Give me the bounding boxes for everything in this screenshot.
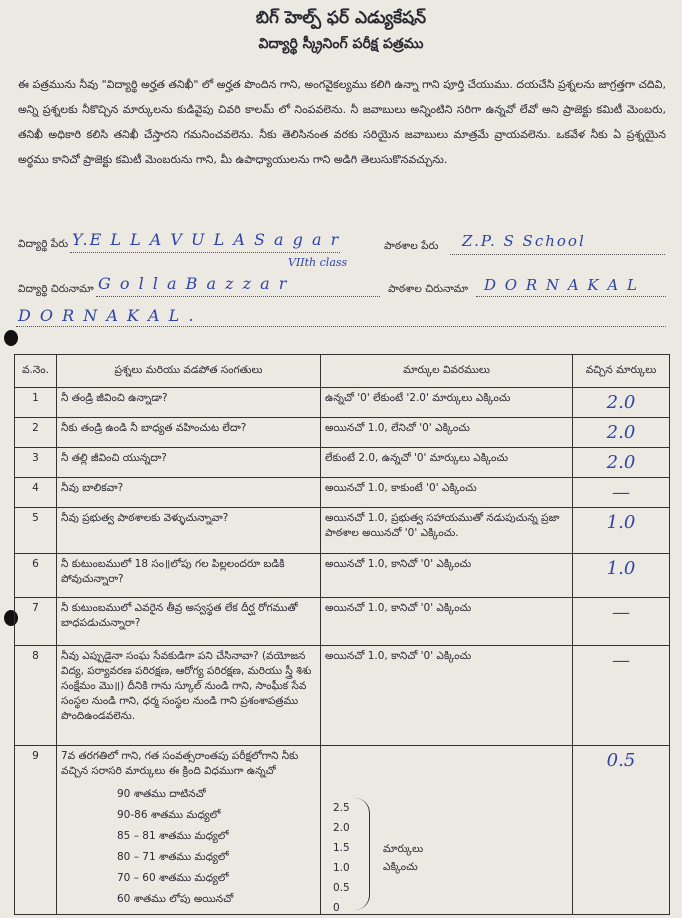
row-marks-rule: అయినచో 1.0, కానిచో '0' ఎక్కించు [321,554,573,598]
form-title: బిగ్ హెల్ప్ ఫర్ ఎడ్యుకేషన్ [255,8,427,28]
table-row [15,508,670,554]
school-name-value: Z.P. S School [462,232,586,250]
school-address-value: D O R N A K A L [484,276,639,294]
header-serial: వ.నెం. [15,355,57,388]
list-item: 90-86 శాతము మధ్యలో [117,809,221,821]
header-marks-details: మార్కుల వివరములు [321,355,573,388]
table-row [15,598,670,646]
school-address-label: పాఠశాల చిరునామా [388,283,469,295]
list-item: 90 శాతము దాటినచో [117,788,206,800]
row-number: 4 [15,478,57,508]
row-question: నీవు ఎప్పుడైనా సంఘ సేవకుడిగా పని చేసినావా? (వయోజన విద్య, పర్యావరణ పరిరక్షణ, ఆరోగ్య పరిరక్షణ, మరియు స్త్రీ శిశు సంక్షేమం మొ॥) దీనికి గాను స్కూల్ నుండి గాని, సాంఘీక సేవ సంస్థల నుండి గాని, ధర్మ సంస్థల నుండి గాని ప్రశంశాపత్రము పొందిఉండవలెను. [57,646,321,746]
school-address-line [476,296,666,297]
row-question [57,746,321,915]
percentage-list [117,784,316,910]
scale-label-line-1: మార్కులు [383,843,424,855]
form-subtitle: విద్యార్థి స్క్రీనింగ్ పరీక్ష పత్రము [258,36,424,52]
student-name-value: Y.E L L A V U L A S a g a r [72,230,341,249]
row-question: నీ తల్లి జీవించి యున్నదా? [57,448,321,478]
row-marks-rule: అయినచో 1.0, కానిచో '0' ఎక్కించు [321,598,573,646]
row-number: 3 [15,448,57,478]
scale-value: 0 [333,902,340,914]
list-item: 70 – 60 శాతము మధ్యలో [117,872,229,884]
row-question: నీకు తండ్రి ఉండి నీ బాధ్యత వహించుట లేదా? [57,418,321,448]
row-marks-rule [321,746,573,915]
table-header-row [15,355,670,388]
list-item: 60 శాతము లోపు అయినచో [117,893,234,905]
instructions-paragraph: ఈ పత్రమును నీవు "విద్యార్థి అర్హత తనిఖీ" లో అర్హత పొందిన గాని, అంగవైకల్యము కలిగి ఉన్నా గాని పూర్తి చేయుము. దయచేసి ప్రశ్నలను జాగ్రత్తగా చదివి, అన్ని ప్రశ్నలకు నీకొచ్చిన మార్కులను కుడివైపు చివరి కాలమ్ లో నింపవలెను. నీ జవాబులు అన్నింటిని సరిగా ఉన్నవో లేవో అని ప్రాజెక్టు కమిటీ మెంబరు, తనిఖీ అధికారి కలిసి తనిఖీ చేస్తారని గమనించవలెను. నీకు తెలిసినంత వరకు సరియైన జవాబులు మాత్రమే వ్రాయవలెను. ఒకవేళ నీకు ఏ ప్రశ్నయైన అర్థము కానిచో ప్రాజెక్టు కమిటీ మెంబరును గాని, మీ ఉపాధ్యాయులను గాని అడిగి తెలుసుకొనవచ్చును. [18,78,666,166]
row-number: 6 [15,554,57,598]
table-row [15,478,670,508]
row-number: 7 [15,598,57,646]
row-score: — [573,598,670,646]
row-marks-rule: అయినచో 1.0, కాకుంటే '0' ఎక్కించు [321,478,573,508]
scale-value: 1.0 [333,862,350,874]
row-question: నీ కుటుంబములో ఎవరైన తీవ్ర అస్వస్థత లేక దీర్ఘ రోగముతో బాధపడుచున్నారా? [57,598,321,646]
row-score: 2.0 [573,448,670,478]
address-line-2 [16,326,666,327]
row-score: 1.0 [573,554,670,598]
class-value: VIIth class [288,256,348,269]
row-question: నీవు బాలికవా? [57,478,321,508]
row-question: నీ తండ్రి జీవించి ఉన్నాడా? [57,388,321,418]
student-address-value: G o l l a B a z z a r [98,274,289,293]
address-line [96,296,380,297]
scale-label [383,840,423,876]
scale-value: 2.0 [333,822,350,834]
row-marks-rule: ఉన్నచో '0' లేకుంటే '2.0' మార్కులు ఎక్కించు [321,388,573,418]
row-marks-rule: అయినచో 1.0, కానిచో '0' ఎక్కించు [321,646,573,746]
row-question: నీ కుటుంబములో 18 సం॥లోపు గల పిల్లలందరూ బడికి పోవుచున్నారా? [57,554,321,598]
row-score: 1.0 [573,508,670,554]
row-score: — [573,478,670,508]
scale-value: 1.5 [333,842,350,854]
student-name-label: విద్యార్థి పేరు [18,238,69,250]
table-row [15,746,670,915]
questions-table [14,354,670,915]
row-number: 1 [15,388,57,418]
row-score: 0.5 [573,746,670,915]
student-address-value-2: D O R N A K A L . [18,306,196,325]
table-row [15,388,670,418]
student-address-label: విద్యార్థి చిరునామా [18,283,94,295]
marks-scale [325,750,568,914]
scale-label-line-2: ఎక్కించు [383,861,418,873]
list-item: 80 – 71 శాతము మధ్యలో [117,851,229,863]
row-score: — [573,646,670,746]
row-marks-rule: అయినచో 1.0, ప్రభుత్వ సహాయముతో నడుపుచున్న ప్రజా పాఠశాల అయినచో '0' ఎక్కించు. [321,508,573,554]
scale-value: 2.5 [333,802,350,814]
table-row [15,554,670,598]
name-line [70,252,340,253]
brace-icon [355,798,370,910]
header-question: ప్రశ్నలు మరియు వడపోత సంగతులు [57,355,321,388]
table-row [15,418,670,448]
school-name-label: పాఠశాల పేరు [384,240,439,252]
table-row [15,646,670,746]
row-marks-rule: లేకుంటే 2.0, ఉన్నచో '0' మార్కులు ఎక్కించు [321,448,573,478]
row-score: 2.0 [573,418,670,448]
row-question-text: 7వ తరగతిలో గాని, గత సంవత్సరాంతపు పరీక్షలోగాని నీకు వచ్చిన సరాసరి మార్కులు ఈ క్రింది విధముగా ఉన్నచో [61,750,299,777]
header-marks-obtained: వచ్చిన మార్కులు [573,355,670,388]
punch-hole-top [4,330,18,346]
row-score: 2.0 [573,388,670,418]
row-number: 8 [15,646,57,746]
row-question: నీవు ప్రభుత్వ పాఠశాలకు వెళ్ళుచున్నావా? [57,508,321,554]
scale-value: 0.5 [333,882,350,894]
list-item: 85 – 81 శాతము మధ్యలో [117,830,229,842]
scale-values [333,798,350,918]
table-row [15,448,670,478]
row-number: 5 [15,508,57,554]
row-number: 2 [15,418,57,448]
row-marks-rule: అయినచో 1.0, లేనిచో '0' ఎక్కించు [321,418,573,448]
school-line [450,254,665,255]
row-number: 9 [15,746,57,915]
